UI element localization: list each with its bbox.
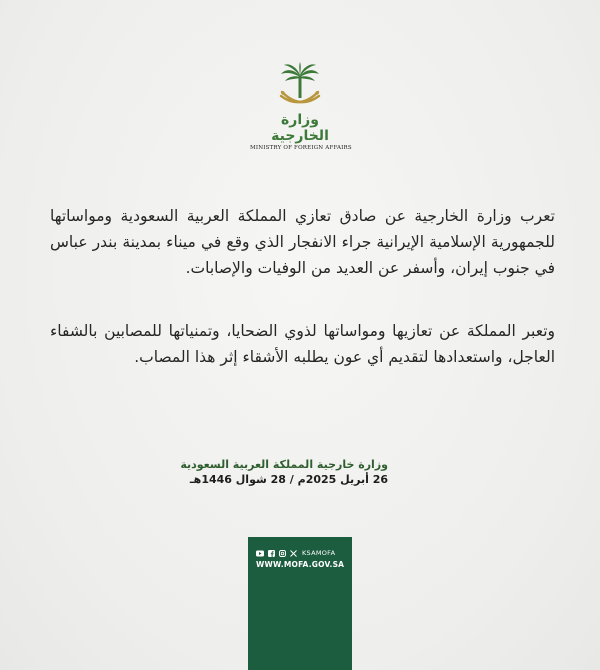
logo-text-arabic: وزارة الخارجية [271, 112, 329, 144]
statement-paragraph-1: تعرب وزارة الخارجية عن صادق تعازي المملكة العربية السعودية ومواساتها للجمهورية الإسلامية الإيرانية جراء الانفجار الذي وقع في ميناء بمدينة بندر عباس في جنوب إيران، وأسفر عن العديد من الوفيات والإصابات. [50, 207, 555, 277]
ministry-logo [250, 62, 350, 152]
youtube-icon[interactable] [256, 549, 264, 557]
x-icon[interactable] [289, 549, 297, 557]
footer-panel [248, 537, 352, 670]
issue-date: 26 أبريل 2025م / 28 شوال 1446هـ [189, 473, 388, 486]
website-link[interactable]: WWW.MOFA.GOV.SA [256, 560, 345, 569]
signature-block [180, 457, 388, 487]
social-handle[interactable]: KSAMOFA [302, 549, 336, 557]
statement-paragraph-2: وتعبر المملكة عن تعازيها ومواساتها لذوي الضحايا، وتمنياتها للمصابين بالشفاء العاجل، واستعدادها لتقديم أي عون يطلبه الأشقاء إثر هذا المصاب. [50, 322, 555, 366]
social-links [256, 549, 335, 557]
issuer-name: وزارة خارجية المملكة العربية السعودية [180, 458, 388, 471]
logo-text-english: MINISTRY OF FOREIGN AFFAIRS [250, 145, 352, 151]
palm-swords-emblem-icon [277, 62, 323, 110]
instagram-icon[interactable] [278, 549, 286, 557]
facebook-icon[interactable] [267, 549, 275, 557]
